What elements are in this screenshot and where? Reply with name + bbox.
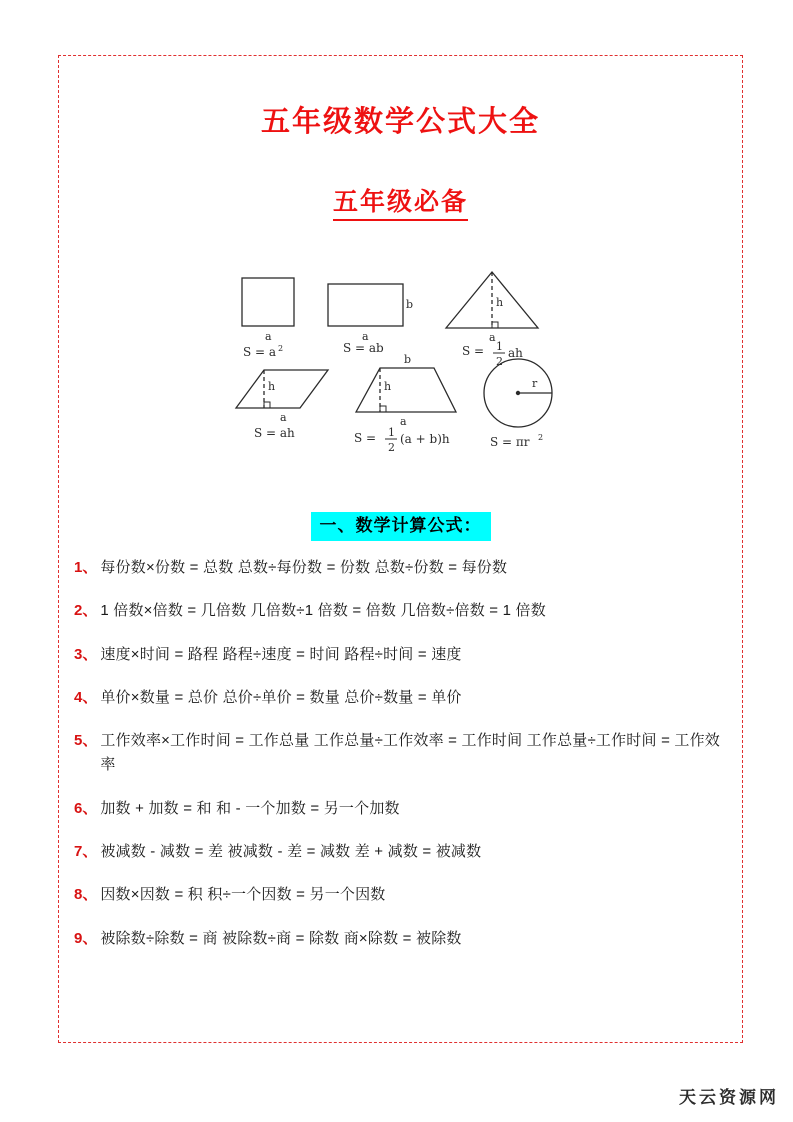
- formula-text: 工作效率×工作时间 = 工作总量 工作总量÷工作效率 = 工作时间 工作总量÷工作时间 = 工作效率: [100, 732, 720, 774]
- section-header: [58, 512, 743, 541]
- formula-number: 7、: [74, 843, 98, 861]
- title-block: [58, 105, 743, 221]
- parallelogram-label-a: a: [280, 411, 287, 424]
- parallelogram-formula: S = ah: [254, 426, 295, 440]
- formula-text: 被减数 - 减数 = 差 被减数 - 差 = 减数 差 + 减数 = 被减数: [100, 843, 482, 861]
- figure-parallelogram: [236, 370, 328, 440]
- rectangle-label-a: a: [362, 330, 369, 343]
- formula-number: 1、: [74, 559, 98, 576]
- formula-row: [74, 797, 734, 821]
- parallelogram-label-h: h: [268, 380, 276, 393]
- formula-number: 4、: [74, 688, 98, 706]
- watermark: 天云资源网: [679, 1088, 779, 1108]
- formula-text: 单价×数量 = 总价 总价÷单价 = 数量 总价÷数量 = 单价: [100, 688, 462, 706]
- formula-row: [74, 556, 734, 580]
- trapezoid-formula-lead: S =: [354, 431, 377, 445]
- formula-row: [74, 599, 734, 623]
- figure-trapezoid: [354, 353, 456, 454]
- page-subtitle: [333, 140, 468, 221]
- square-label-a: a: [265, 330, 272, 343]
- formula-list: [74, 556, 734, 970]
- trapezoid-label-h: h: [384, 380, 392, 393]
- formula-text: 速度×时间 = 路程 路程÷速度 = 时间 路程÷时间 = 速度: [100, 645, 462, 663]
- formula-text: 1 倍数×倍数 = 几倍数 几倍数÷1 倍数 = 倍数 几倍数÷倍数 = 1 倍数: [100, 602, 546, 620]
- trapezoid-label-a: a: [400, 415, 407, 428]
- figure-circle: [484, 359, 552, 449]
- formula-text: 因数×因数 = 积 积÷一个因数 = 另一个因数: [100, 886, 386, 904]
- trapezoid-formula-tail: (a + b)h: [400, 432, 450, 446]
- formula-row: [74, 643, 734, 667]
- square-formula: S = a: [243, 345, 277, 359]
- formula-text: 加数 + 加数 = 和 和 - 一个加数 = 另一个加数: [100, 799, 400, 817]
- rectangle-formula: S = ab: [343, 341, 384, 355]
- formula-row: [74, 883, 734, 907]
- formula-text: 被除数÷除数 = 商 被除数÷商 = 除数 商×除数 = 被除数: [100, 929, 462, 947]
- circle-formula-exp: 2: [538, 433, 544, 442]
- figure-rectangle: [328, 284, 413, 355]
- formula-number: 6、: [74, 799, 98, 817]
- figure-triangle: [446, 272, 538, 368]
- triangle-formula-num: 1: [496, 340, 503, 353]
- page-subtitle-text: 五年级必备: [333, 182, 468, 221]
- triangle-formula-tail: ah: [508, 346, 523, 360]
- trapezoid-formula-num: 1: [388, 426, 395, 439]
- formula-text: 每份数×份数 = 总数 总数÷每份数 = 份数 总数÷份数 = 每份数: [100, 559, 508, 576]
- trapezoid-label-b: b: [404, 353, 412, 366]
- rectangle-label-b: b: [406, 298, 414, 311]
- triangle-label-a: a: [489, 331, 496, 344]
- formula-number: 8、: [74, 886, 98, 904]
- page-title: 五年级数学公式大全: [260, 106, 540, 138]
- formula-number: 9、: [74, 929, 98, 947]
- circle-formula: S = πr: [490, 435, 530, 449]
- formula-row: [74, 840, 734, 864]
- formula-row: [74, 729, 734, 778]
- trapezoid-formula-den: 2: [388, 441, 395, 454]
- formula-number: 2、: [74, 602, 98, 620]
- formula-number: 3、: [74, 645, 98, 663]
- triangle-formula-lead: S =: [462, 344, 485, 358]
- square-formula-exp: 2: [278, 344, 284, 353]
- formula-row: [74, 927, 734, 951]
- geometry-figures: [228, 258, 573, 466]
- circle-label-r: r: [532, 377, 538, 390]
- formula-row: [74, 686, 734, 710]
- triangle-label-h: h: [496, 296, 504, 309]
- subtitle-wrap: [58, 140, 743, 221]
- geometry-figures-svg: [228, 258, 573, 466]
- formula-number: 5、: [74, 732, 98, 750]
- figure-square: [242, 278, 294, 359]
- triangle-formula-den: 2: [496, 355, 503, 368]
- section-heading-highlight: 一、数学计算公式：: [311, 512, 491, 541]
